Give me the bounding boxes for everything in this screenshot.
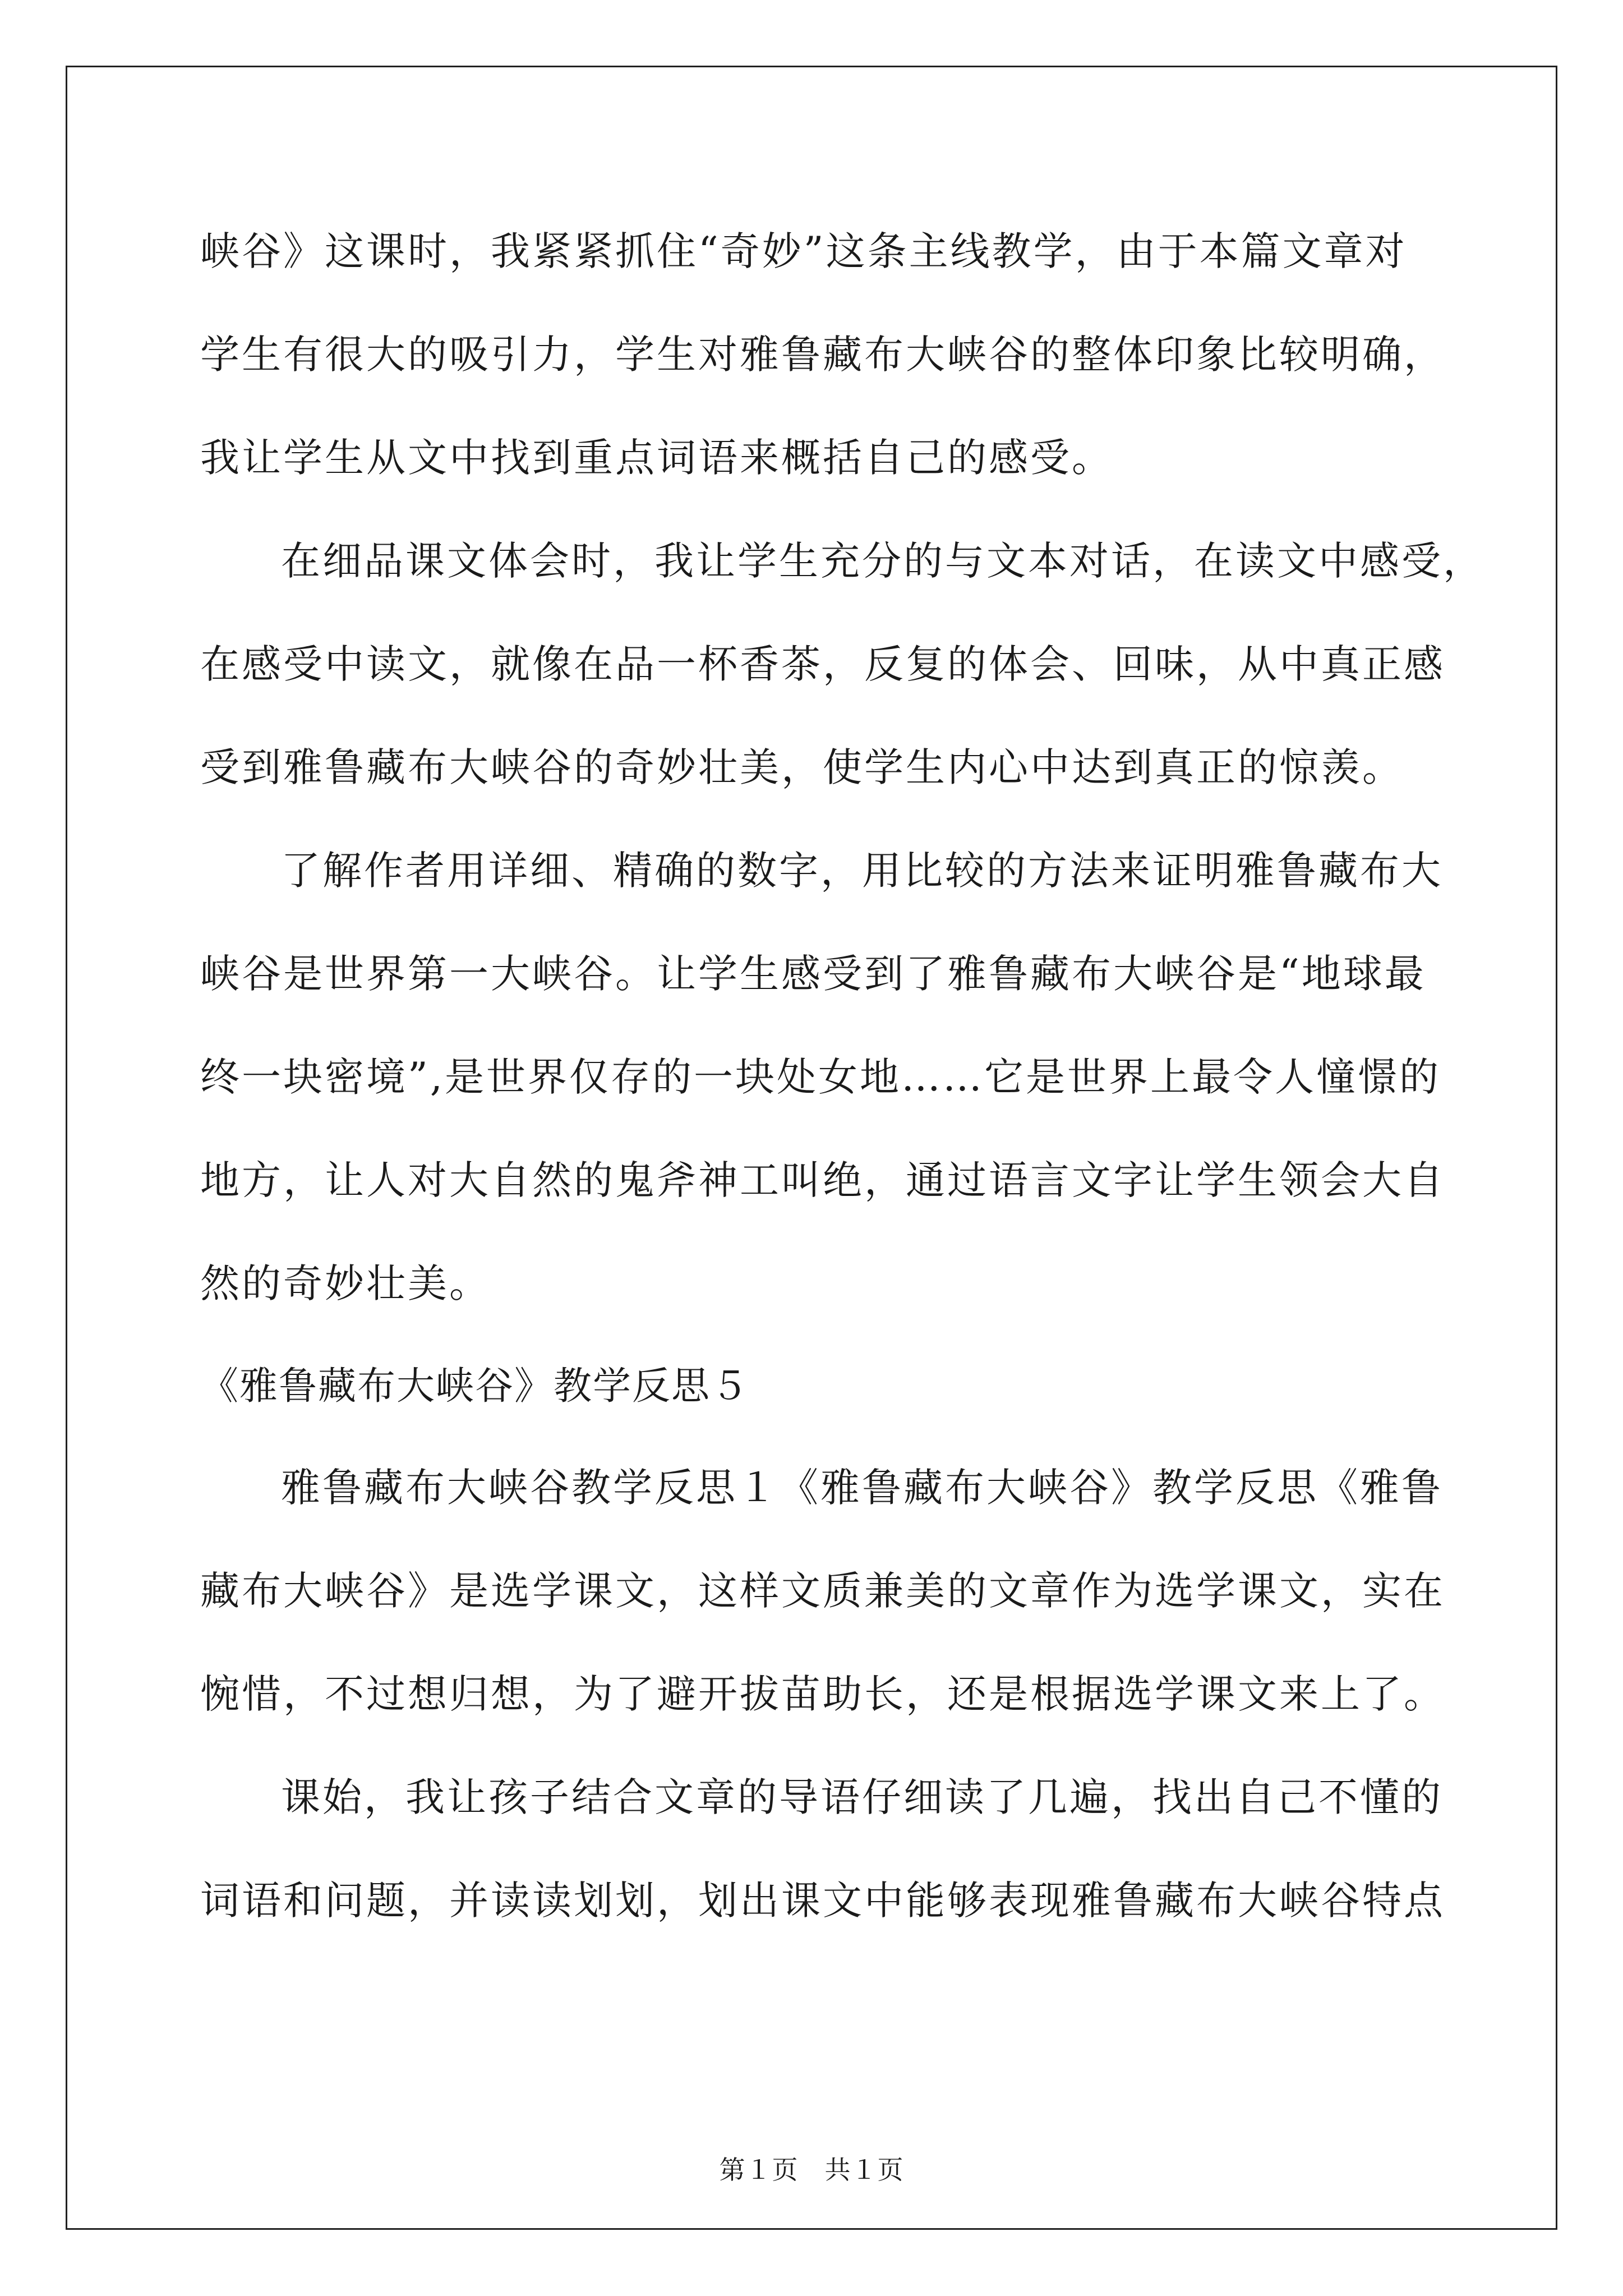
text-line: 惋惜，不过想归想，为了避开拔苗助长，还是根据选学课文来上了。	[200, 1671, 1445, 1717]
document-body	[200, 218, 1484, 1970]
text-line: 词语和问题，并读读划划，划出课文中能够表现雅鲁藏布大峡谷特点	[200, 1878, 1445, 1924]
text-line: 然的奇妙壮美。	[200, 1260, 491, 1306]
text-line: 终一块密境”,是世界仅存的一块处女地……它是世界上最令人憧憬的	[200, 1054, 1441, 1100]
paragraph-start-line: 了解作者用详细、精确的数字，用比较的方法来证明雅鲁藏布大	[281, 848, 1443, 894]
text-line: 学生有很大的吸引力，学生对雅鲁藏布大峡谷的整体印象比较明确，	[200, 332, 1445, 378]
page-footer: 第１页 共１页	[719, 2155, 904, 2185]
text-line: 在感受中读文，就像在品一杯香茶，反复的体会、回味，从中真正感	[200, 641, 1445, 687]
section-title: 《雅鲁藏布大峡谷》教学反思５	[200, 1364, 750, 1409]
paragraph-start-line: 在细品课文体会时，我让学生充分的与文本对话，在读文中感受，	[281, 538, 1484, 584]
text-line: 峡谷》这课时，我紧紧抓住“奇妙”这条主线教学，由于本篇文章对	[200, 228, 1407, 274]
text-line: 受到雅鲁藏布大峡谷的奇妙壮美，使学生内心中达到真正的惊羡。	[200, 744, 1404, 790]
paragraph-start-line: 雅鲁藏布大峡谷教学反思１《雅鲁藏布大峡谷》教学反思《雅鲁	[281, 1465, 1443, 1511]
text-line: 地方，让人对大自然的鬼斧神工叫绝，通过语言文字让学生领会大自	[200, 1157, 1445, 1203]
paragraph-start-line: 课始，我让孩子结合文章的导语仔细读了几遍，找出自己不懂的	[281, 1774, 1443, 1820]
text-line: 我让学生从文中找到重点词语来概括自己的感受。	[200, 435, 1113, 481]
text-line: 藏布大峡谷》是选学课文，这样文质兼美的文章作为选学课文，实在	[200, 1568, 1445, 1614]
text-line: 峡谷是世界第一大峡谷。让学生感受到了雅鲁藏布大峡谷是“地球最	[200, 951, 1426, 997]
